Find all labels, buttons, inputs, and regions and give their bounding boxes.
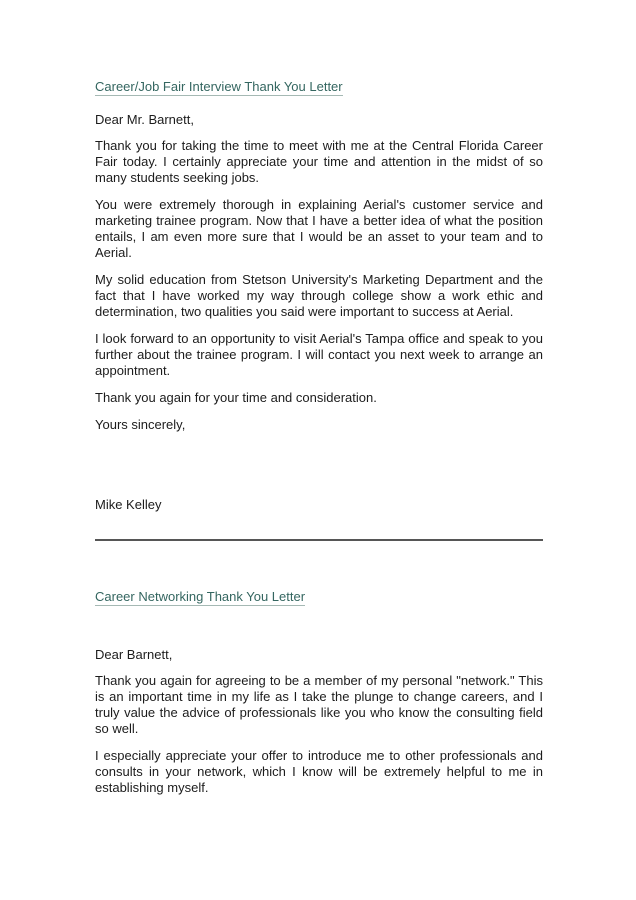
job-fair-paragraph-2: You were extremely thorough in explaining Aerial's customer service and marketing trainee program. Now that I have a better idea of what the position entails, I am even more sure that I would be an asset to your team and to Aerial. bbox=[95, 197, 543, 260]
networking-salutation: Dear Barnett, bbox=[95, 647, 173, 662]
job-fair-paragraph-4: I look forward to an opportunity to visit Aerial's Tampa office and speak to you further about the trainee program. I will contact you next week to arrange an appointment. bbox=[95, 331, 543, 378]
job-fair-letter-heading bbox=[95, 79, 543, 95]
networking-paragraph-2: I especially appreciate your offer to introduce me to other professionals and consults in your network, which I know will be extremely helpful to me in establishing myself. bbox=[95, 748, 543, 795]
section-divider bbox=[95, 539, 543, 541]
job-fair-paragraph-5: Thank you again for your time and consideration. bbox=[95, 390, 377, 405]
section-networking-letter bbox=[95, 589, 543, 796]
job-fair-salutation: Dear Mr. Barnett, bbox=[95, 112, 194, 127]
networking-letter-heading-text: Career Networking Thank You Letter bbox=[95, 589, 306, 604]
networking-paragraph-1: Thank you again for agreeing to be a member of my personal "network." This is an important time in my life as I take the plunge to change careers, and I truly value the advice of professionals like you who know the consulting field so well. bbox=[95, 673, 543, 736]
job-fair-letter-heading-text: Career/Job Fair Interview Thank You Letter bbox=[95, 79, 343, 94]
letter-content bbox=[95, 79, 543, 807]
job-fair-closing: Yours sincerely, bbox=[95, 417, 186, 432]
job-fair-paragraph-1: Thank you for taking the time to meet with me at the Central Florida Career Fair today. I certainly appreciate your time and attention in the midst of so many students seeking jobs. bbox=[95, 138, 543, 185]
networking-letter-heading bbox=[95, 589, 543, 605]
job-fair-paragraph-3: My solid education from Stetson University's Marketing Department and the fact that I have worked my way through college show a work ethic and determination, two qualities you said were important to success at Aerial. bbox=[95, 272, 543, 319]
job-fair-signature: Mike Kelley bbox=[95, 497, 162, 512]
section-job-fair-letter bbox=[95, 79, 543, 513]
